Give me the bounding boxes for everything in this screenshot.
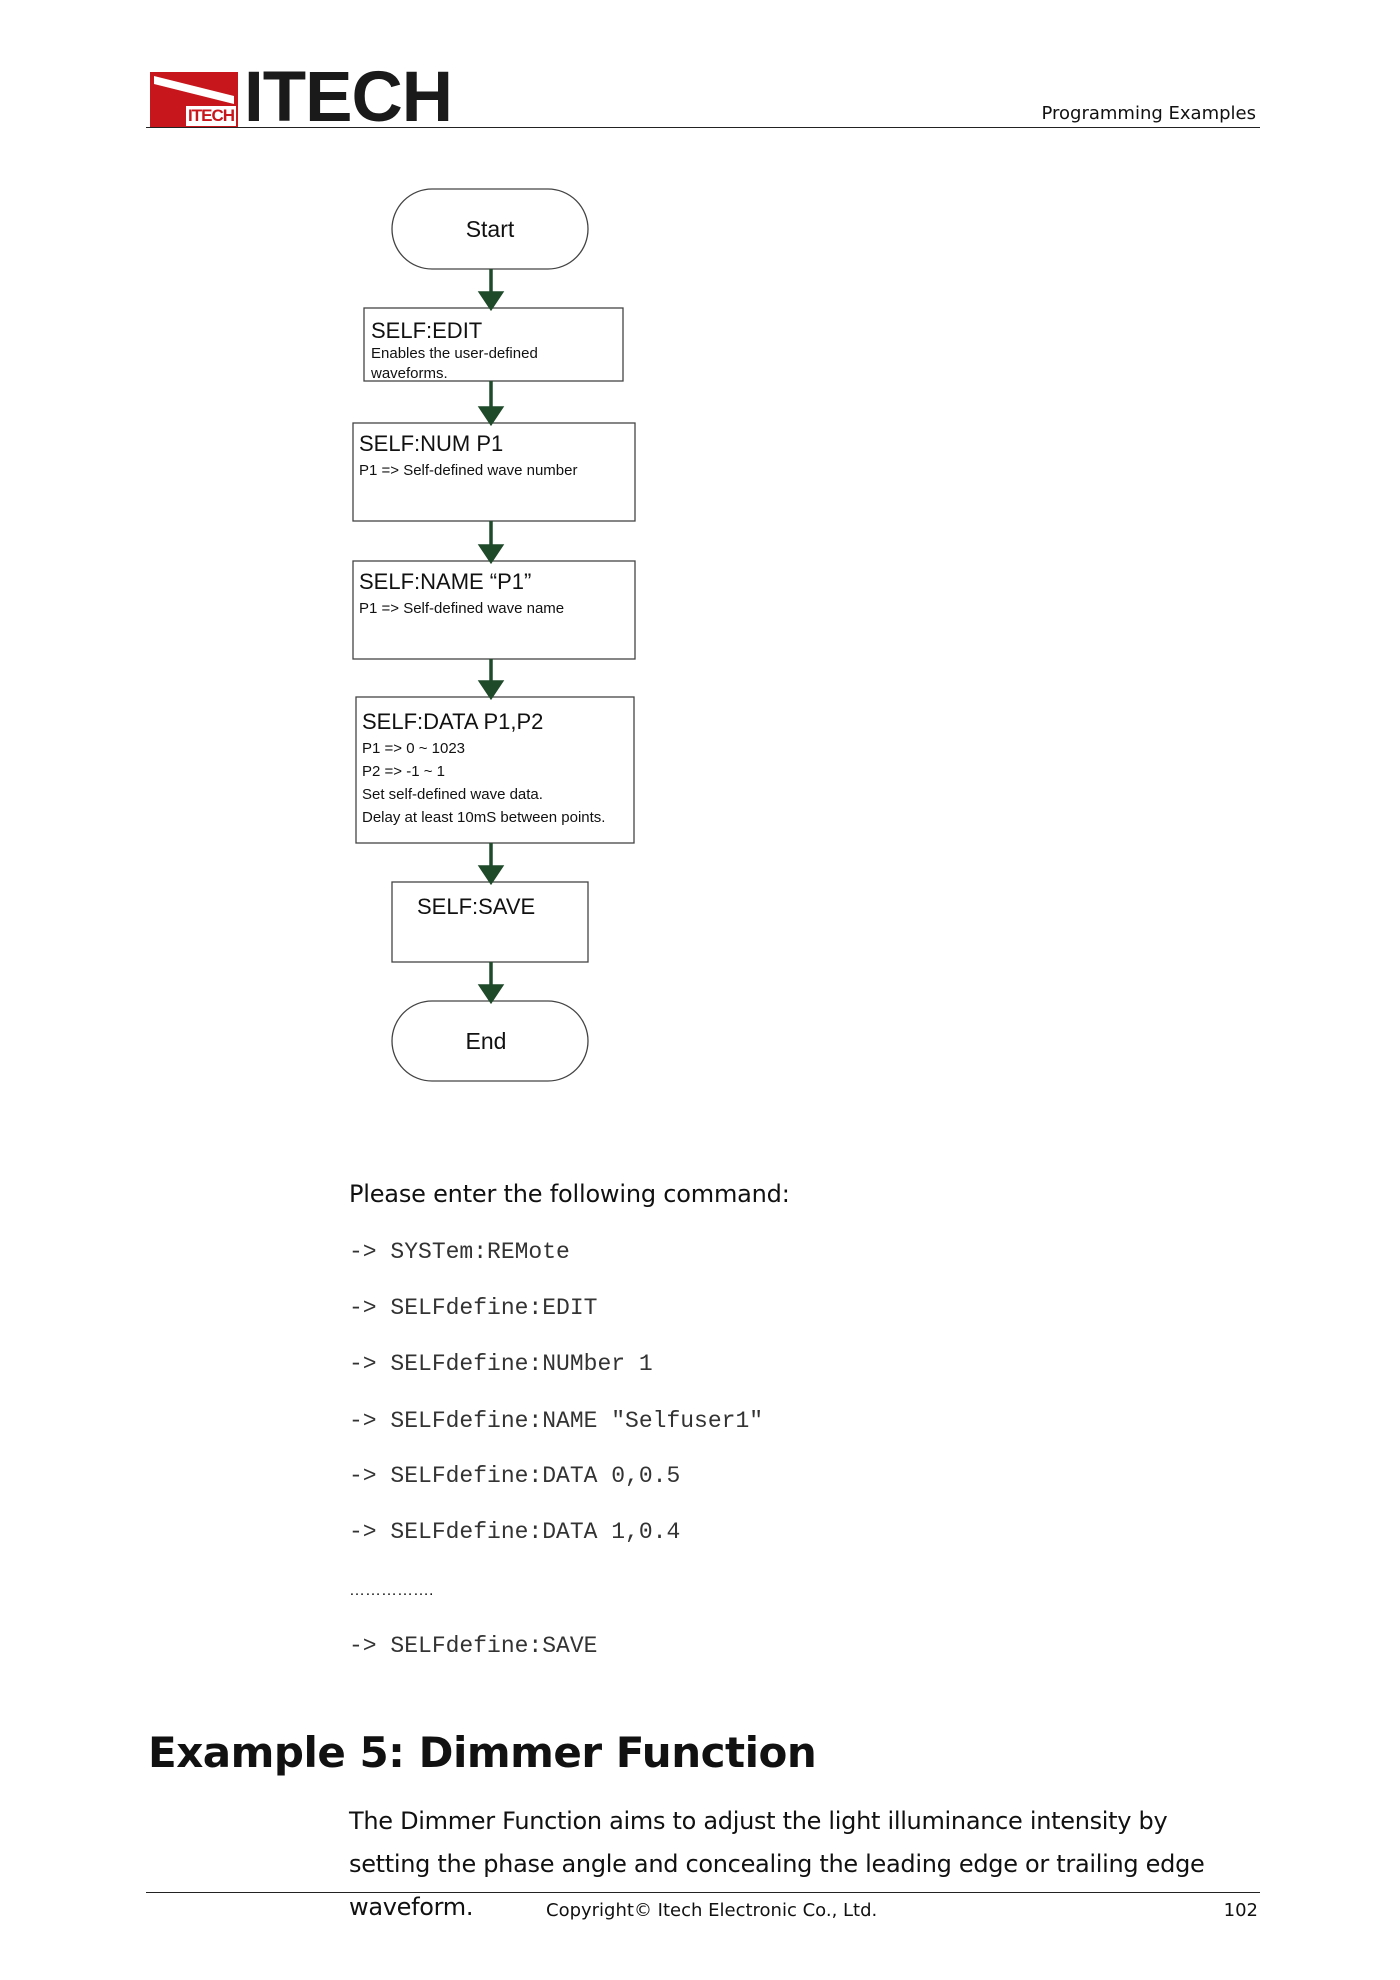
flow-step-title: SELF:SAVE — [417, 894, 536, 919]
flow-step-name — [359, 569, 564, 619]
flow-step-save — [417, 894, 535, 920]
flow-step-title: SELF:DATA P1,P2 — [362, 709, 544, 734]
header-section-title: Programming Examples — [1041, 103, 1256, 124]
flow-step-line: P1 => Self-defined wave name — [359, 600, 565, 617]
logo-wordmark: ITECH — [244, 58, 452, 137]
flow-start-label: Start — [465, 216, 515, 242]
page-number: 102 — [1223, 1900, 1258, 1921]
flow-step-line: P1 => Self-defined wave number — [359, 462, 578, 479]
command-line: -> SELFdefine:DATA 1,0.4 — [349, 1519, 681, 1545]
body-paragraph: The Dimmer Function aims to adjust the light illuminance intensity by setting the phase angle and concealing the leading edge or trailing edge waveform. — [349, 1807, 1205, 1921]
flow-step-line: P1 => 0 ~ 1023 — [362, 740, 466, 757]
ellipsis: ……………. — [349, 1582, 434, 1599]
footer-copyright: Copyright© Itech Electronic Co., Ltd. — [546, 1900, 878, 1921]
command-line: -> SELFdefine:EDIT — [349, 1295, 598, 1321]
command-line: -> SELFdefine:NAME "Selfuser1" — [349, 1408, 764, 1434]
footer-divider — [146, 1892, 1260, 1893]
command-line: -> SELFdefine:NUMber 1 — [349, 1351, 653, 1377]
instruction-text: Please enter the following command: — [349, 1180, 790, 1208]
section-heading: Example 5: Dimmer Function — [148, 1728, 817, 1777]
flow-step-title: SELF:NUM P1 — [359, 431, 504, 456]
flow-step-data — [362, 709, 605, 828]
command-line: -> SELFdefine:DATA 0,0.5 — [349, 1463, 681, 1489]
flow-step-title: SELF:EDIT — [371, 318, 483, 343]
flow-step-line: waveforms. — [371, 365, 448, 382]
command-line-save: -> SELFdefine:SAVE — [349, 1633, 598, 1659]
flow-step-num — [359, 431, 577, 481]
flow-end-label: End — [465, 1028, 507, 1054]
flow-step-title: SELF:NAME “P1” — [359, 569, 532, 594]
logo-badge-text: ITECH — [188, 106, 234, 125]
command-line: -> SYSTem:REMote — [349, 1239, 570, 1265]
flow-step-edit — [371, 318, 538, 384]
flow-step-line: Delay at least 10mS between points. — [362, 809, 606, 826]
flow-step-line: Set self-defined wave data. — [362, 786, 543, 803]
flow-step-line: Enables the user-defined — [371, 345, 538, 362]
flow-step-line: P2 => -1 ~ 1 — [362, 763, 445, 780]
